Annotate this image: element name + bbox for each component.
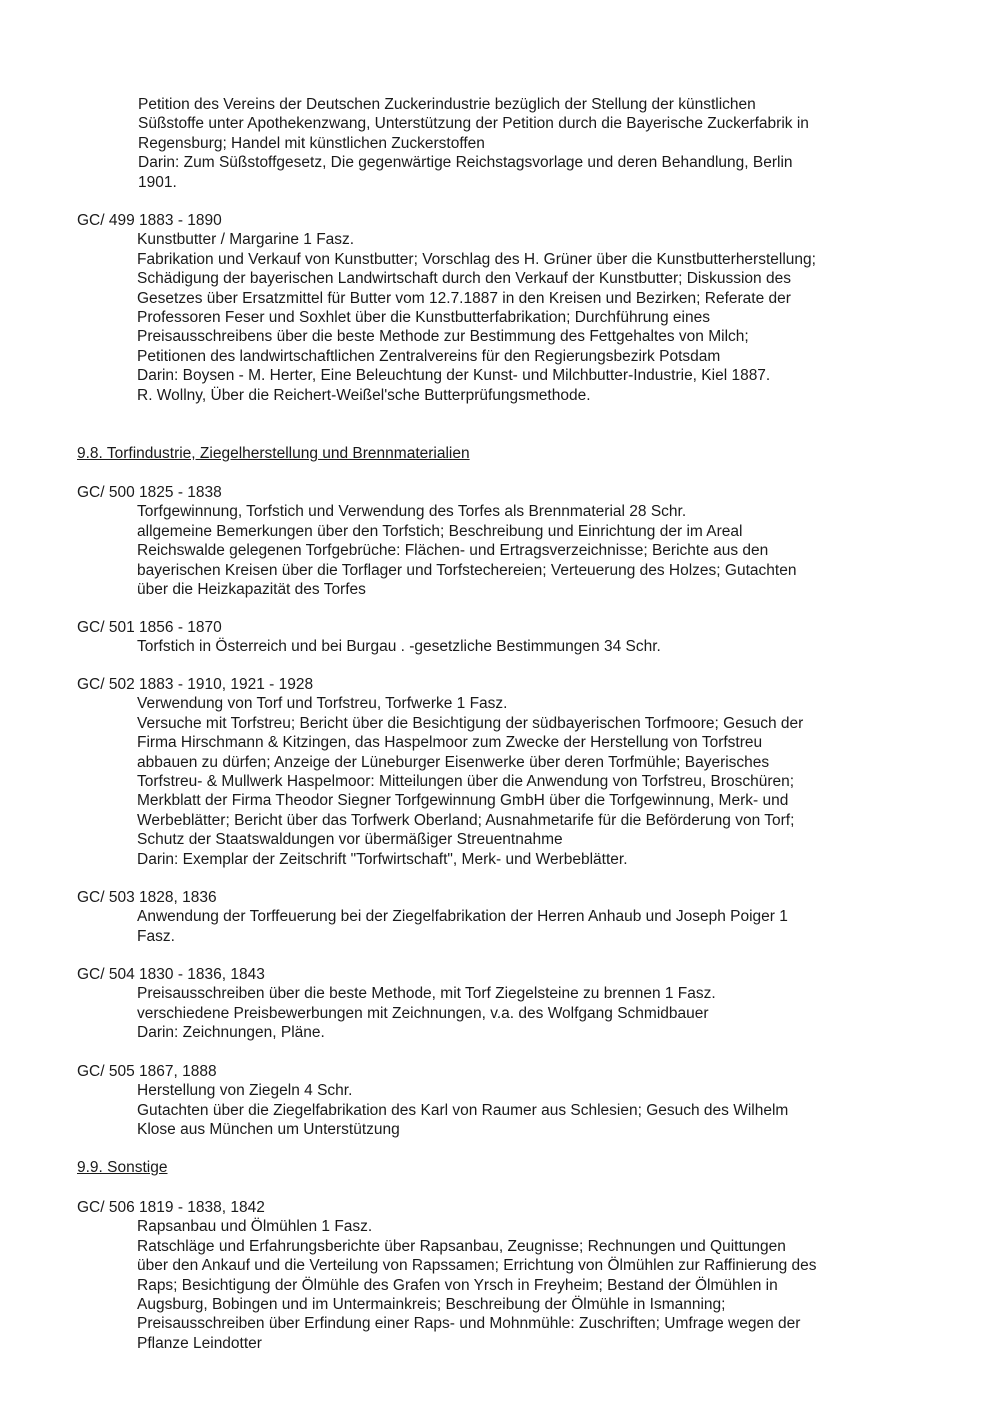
text-line: Fabrikation und Verkauf von Kunstbutter; Vorschlag des H. Grüner über die Kunstbutterherstellung;	[137, 250, 816, 268]
archive-entry	[77, 965, 937, 1043]
text-line: abbauen zu dürfen; Anzeige der Lüneburger Eisenwerke über deren Torfmühle; Bayerisches	[137, 753, 770, 771]
text-line: Versuche mit Torfstreu; Bericht über die Besichtigung der südbayerischen Torfmoore; Gesuch der	[137, 714, 804, 732]
entry-body	[137, 1217, 937, 1353]
text-line: Torfstreu- & Mullwerk Haspelmoor: Mitteilungen über die Anwendung von Torfstreu, Broschüren;	[137, 773, 795, 791]
entry-body	[137, 230, 937, 405]
text-line: über die Heizkapazität des Torfes	[137, 581, 366, 599]
text-line: Augsburg, Bobingen und im Untermainkreis; Beschreibung der Ölmühle in Ismanning;	[137, 1296, 726, 1314]
text-line: Werbeblätter; Bericht über das Torfwerk Oberland; Ausnahmetarife für die Beförderung von Torf;	[137, 811, 795, 829]
text-line: Schädigung der bayerischen Landwirtschaft durch den Verkauf der Kunstbutter; Diskussion des	[137, 270, 791, 288]
entry-signature: GC/ 499 1883 - 1890	[77, 212, 222, 229]
entry-title: Kunstbutter / Margarine 1 Fasz.	[137, 231, 355, 249]
entry-title: Torfgewinnung, Torfstich und Verwendung des Torfes als Brennmaterial 28 Schr.	[137, 503, 687, 521]
text-line: Süßstoffe unter Apothekenzwang, Unterstützung der Petition durch die Bayerische Zuckerfabrik in	[138, 115, 809, 133]
entry-body	[137, 907, 937, 946]
text-line: Darin: Zum Süßstoffgesetz, Die gegenwärtige Reichstagsvorlage und deren Behandlung, Berlin	[138, 154, 793, 172]
archive-entry	[77, 1198, 937, 1353]
entry-title: Verwendung von Torf und Torfstreu, Torfwerke 1 Fasz.	[137, 695, 508, 713]
entry-title: Preisausschreiben über die beste Methode, mit Torf Ziegelsteine zu brennen 1 Fasz.	[137, 985, 716, 1003]
archive-entry	[77, 888, 937, 946]
text-line: Preisausschreiben über Erfindung einer Raps- und Mohnmühle: Zuschriften; Umfrage wegen der	[137, 1315, 801, 1333]
text-line: bayerischen Kreisen über die Torflager und Torfstechereien; Verteuerung des Holzes; Gutachten	[137, 561, 797, 579]
text-line: Regensburg; Handel mit künstlichen Zuckerstoffen	[138, 134, 485, 152]
entry-body	[137, 694, 937, 869]
archive-entry	[77, 211, 937, 405]
entry-title: Torfstich in Österreich und bei Burgau . -gesetzliche Bestimmungen 34 Schr.	[137, 638, 661, 656]
text-line: Gesetzes über Ersatzmittel für Butter vom 12.7.1887 in den Kreisen und Bezirken; Referate der	[137, 289, 791, 307]
text-line: Raps; Besichtigung der Ölmühle des Grafen von Yrsch in Freyheim; Bestand der Ölmühlen in	[137, 1276, 778, 1294]
text-line: Preisausschreibens über die beste Methode zur Bestimmung des Fettgehaltes von Milch;	[137, 328, 749, 346]
text-line: über den Ankauf und die Verteilung von Rapssamen; Errichtung von Ölmühlen zur Raffinierung des	[137, 1257, 817, 1275]
archive-entry	[77, 1062, 937, 1140]
entry-signature: GC/ 506 1819 - 1838, 1842	[77, 1199, 265, 1216]
text-line: R. Wollny, Über die Reichert-Weißel'sche Butterprüfungsmethode.	[137, 386, 591, 404]
text-line: Darin: Zeichnungen, Pläne.	[137, 1024, 325, 1042]
entry-body	[137, 984, 937, 1042]
text-line: Schutz der Staatswaldungen vor übermäßiger Streuentnahme	[137, 831, 563, 849]
text-line: Petition des Vereins der Deutschen Zuckerindustrie bezüglich der Stellung der künstlichen	[138, 96, 756, 113]
entry-signature: GC/ 505 1867, 1888	[77, 1063, 217, 1080]
section-heading: 9.8. Torfindustrie, Ziegelherstellung und Brennmaterialien	[77, 445, 470, 462]
text-line: Fasz.	[137, 927, 175, 945]
intro-paragraph	[138, 95, 938, 192]
text-line: 1901.	[138, 173, 177, 191]
text-line: allgemeine Bemerkungen über den Torfstich; Beschreibung und Einrichtung der im Areal	[137, 522, 743, 540]
entry-body	[137, 1081, 937, 1139]
entry-title: Rapsanbau und Ölmühlen 1 Fasz.	[137, 1218, 373, 1236]
text-line: Professoren Feser und Soxhlet über die Kunstbutterfabrikation; Durchführung eines	[137, 309, 710, 327]
text-line: Ratschläge und Erfahrungsberichte über Rapsanbau, Zeugnisse; Rechnungen und Quittungen	[137, 1237, 786, 1255]
entry-body	[137, 502, 937, 599]
archive-entry	[77, 483, 937, 599]
text-line: Klose aus München um Unterstützung	[137, 1121, 400, 1139]
entry-title: Anwendung der Torffeuerung bei der Ziegelfabrikation der Herren Anhaub und Joseph Poiger 1	[137, 908, 788, 926]
entry-signature: GC/ 502 1883 - 1910, 1921 - 1928	[77, 676, 314, 693]
section-heading: 9.9. Sonstige	[77, 1159, 168, 1176]
text-line: Darin: Boysen - M. Herter, Eine Beleuchtung der Kunst- und Milchbutter-Industrie, Kiel 1887.	[137, 367, 771, 385]
text-line: Pflanze Leindotter	[137, 1334, 262, 1352]
entry-signature: GC/ 500 1825 - 1838	[77, 484, 222, 501]
text-line: Darin: Exemplar der Zeitschrift "Torfwirtschaft", Merk- und Werbeblätter.	[137, 850, 628, 868]
entry-body	[137, 637, 937, 656]
entry-signature: GC/ 501 1856 - 1870	[77, 619, 222, 636]
text-line: Reichswalde gelegenen Torfgebrüche: Flächen- und Ertragsverzeichnisse; Berichte aus den	[137, 542, 769, 560]
text-line: verschiedene Preisbewerbungen mit Zeichnungen, v.a. des Wolfgang Schmidbauer	[137, 1004, 709, 1022]
archive-entry	[77, 675, 937, 869]
archive-entry	[77, 618, 937, 657]
text-line: Merkblatt der Firma Theodor Siegner Torfgewinnung GmbH über die Torfgewinnung, Merk- und	[137, 792, 789, 810]
entry-signature: GC/ 504 1830 - 1836, 1843	[77, 966, 265, 983]
entry-signature: GC/ 503 1828, 1836	[77, 889, 217, 906]
text-line: Petitionen des landwirtschaftlichen Zentralvereins für den Regierungsbezirk Potsdam	[137, 347, 721, 365]
entry-title: Herstellung von Ziegeln 4 Schr.	[137, 1082, 353, 1100]
text-line: Firma Hirschmann & Kitzingen, das Haspelmoor zum Zwecke der Herstellung von Torfstreu	[137, 734, 763, 752]
text-line: Gutachten über die Ziegelfabrikation des Karl von Raumer aus Schlesien; Gesuch des Wilhelm	[137, 1101, 789, 1119]
